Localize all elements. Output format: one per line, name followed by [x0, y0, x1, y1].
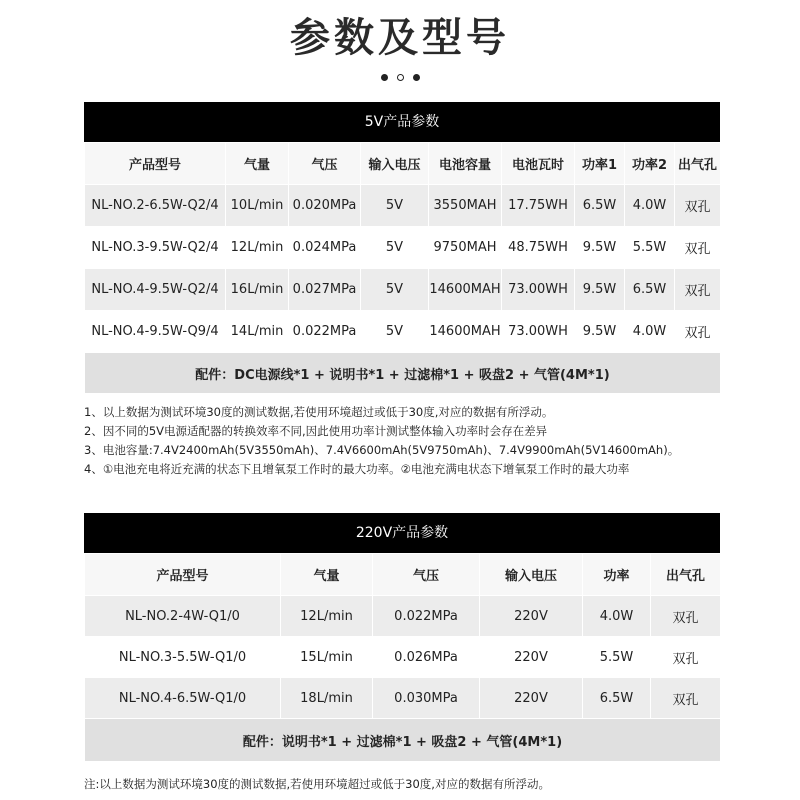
table-cell: 4.0W	[625, 185, 675, 227]
column-header: 功率2	[625, 143, 675, 185]
table-cell: 220V	[480, 637, 583, 678]
table-cell: 12L/min	[281, 596, 373, 637]
table-cell: 0.020MPa	[289, 185, 361, 227]
table-cell: 6.5W	[625, 269, 675, 311]
table-cell: 0.026MPa	[373, 637, 480, 678]
table-cell: 5V	[361, 311, 429, 353]
dot-icon	[381, 74, 388, 81]
column-header: 功率	[583, 554, 651, 596]
table-cell: 12L/min	[226, 227, 289, 269]
table-cell: 双孔	[675, 185, 721, 227]
table-row	[85, 678, 721, 719]
column-header: 气压	[289, 143, 361, 185]
table-cell: NL-NO.4-9.5W-Q2/4	[85, 269, 226, 311]
table-cell: 15L/min	[281, 637, 373, 678]
table-cell: 9.5W	[575, 269, 625, 311]
table-cell: NL-NO.3-9.5W-Q2/4	[85, 227, 226, 269]
table-row	[85, 596, 721, 637]
spec-table-5v	[84, 142, 721, 394]
column-header: 电池瓦时	[502, 143, 575, 185]
table-cell: 5.5W	[583, 637, 651, 678]
table-row	[85, 637, 721, 678]
column-header: 输入电压	[361, 143, 429, 185]
accessories-row	[85, 719, 721, 762]
section-5v-heading: 5V产品参数	[84, 102, 720, 142]
table-cell: 18L/min	[281, 678, 373, 719]
column-header: 产品型号	[85, 143, 226, 185]
column-header: 气量	[226, 143, 289, 185]
accessories-text: 配件：说明书*1 + 过滤棉*1 + 吸盘2 + 气管(4M*1)	[85, 719, 721, 762]
table-header-row	[85, 143, 721, 185]
table-cell: 73.00WH	[502, 311, 575, 353]
table-cell: 17.75WH	[502, 185, 575, 227]
hollow-dot-icon	[397, 74, 404, 81]
column-header: 出气孔	[675, 143, 721, 185]
table-cell: 3550MAH	[429, 185, 502, 227]
table-cell: NL-NO.4-9.5W-Q9/4	[85, 311, 226, 353]
table-cell: 10L/min	[226, 185, 289, 227]
table-cell: 双孔	[675, 311, 721, 353]
table-cell: 0.030MPa	[373, 678, 480, 719]
column-header: 电池容量	[429, 143, 502, 185]
accessories-text: 配件：DC电源线*1 + 说明书*1 + 过滤棉*1 + 吸盘2 + 气管(4M*1)	[85, 353, 721, 394]
note-line: 2、因不同的5V电源适配器的转换效率不同,因此使用功率计测试整体输入功率时会存在差异	[84, 424, 548, 438]
column-header: 功率1	[575, 143, 625, 185]
column-header: 出气孔	[651, 554, 721, 596]
page-title: 参数及型号	[290, 15, 510, 61]
section-220v-heading: 220V产品参数	[84, 513, 720, 553]
table-cell: 5V	[361, 227, 429, 269]
table-cell: 9750MAH	[429, 227, 502, 269]
column-header: 气量	[281, 554, 373, 596]
table-cell: 220V	[480, 596, 583, 637]
notes-block	[84, 403, 764, 479]
footnote: 注:以上数据为测试环境30度的测试数据,若使用环境超过或低于30度,对应的数据有所浮动。	[84, 777, 550, 791]
table-row	[85, 311, 721, 353]
table-cell: 双孔	[651, 678, 721, 719]
accessories-row	[85, 353, 721, 394]
table-cell: 4.0W	[583, 596, 651, 637]
decorative-dots	[0, 74, 800, 81]
table-row	[85, 185, 721, 227]
column-header: 输入电压	[480, 554, 583, 596]
table-cell: 0.027MPa	[289, 269, 361, 311]
table-cell: 9.5W	[575, 227, 625, 269]
column-header: 气压	[373, 554, 480, 596]
table-cell: 14600MAH	[429, 269, 502, 311]
table-cell: 5V	[361, 269, 429, 311]
table-cell: 双孔	[675, 227, 721, 269]
spec-table-220v	[84, 553, 721, 762]
table-cell: 220V	[480, 678, 583, 719]
table-header-row	[85, 554, 721, 596]
table-cell: 0.022MPa	[373, 596, 480, 637]
table-cell: 14600MAH	[429, 311, 502, 353]
table-cell: 双孔	[651, 596, 721, 637]
table-cell: 0.024MPa	[289, 227, 361, 269]
table-cell: NL-NO.3-5.5W-Q1/0	[85, 637, 281, 678]
table-cell: NL-NO.2-4W-Q1/0	[85, 596, 281, 637]
table-cell: 双孔	[651, 637, 721, 678]
table-cell: 14L/min	[226, 311, 289, 353]
table-cell: NL-NO.4-6.5W-Q1/0	[85, 678, 281, 719]
table-cell: 双孔	[675, 269, 721, 311]
note-line: 1、以上数据为测试环境30度的测试数据,若使用环境超过或低于30度,对应的数据有所浮动。	[84, 405, 554, 419]
table-cell: 6.5W	[575, 185, 625, 227]
table-cell: NL-NO.2-6.5W-Q2/4	[85, 185, 226, 227]
table-cell: 9.5W	[575, 311, 625, 353]
column-header: 产品型号	[85, 554, 281, 596]
dot-icon	[413, 74, 420, 81]
table-row	[85, 227, 721, 269]
table-cell: 48.75WH	[502, 227, 575, 269]
note-line: 3、电池容量:7.4V2400mAh(5V3550mAh)、7.4V6600mAh(5V9750mAh)、7.4V9900mAh(5V14600mAh)。	[84, 443, 680, 457]
table-row	[85, 269, 721, 311]
table-cell: 16L/min	[226, 269, 289, 311]
table-cell: 0.022MPa	[289, 311, 361, 353]
table-cell: 6.5W	[583, 678, 651, 719]
table-cell: 4.0W	[625, 311, 675, 353]
note-line: 4、①电池充电将近充满的状态下且增氧泵工作时的最大功率。②电池充满电状态下增氧泵工作时的最大功率	[84, 462, 630, 476]
table-cell: 5.5W	[625, 227, 675, 269]
table-cell: 5V	[361, 185, 429, 227]
table-cell: 73.00WH	[502, 269, 575, 311]
